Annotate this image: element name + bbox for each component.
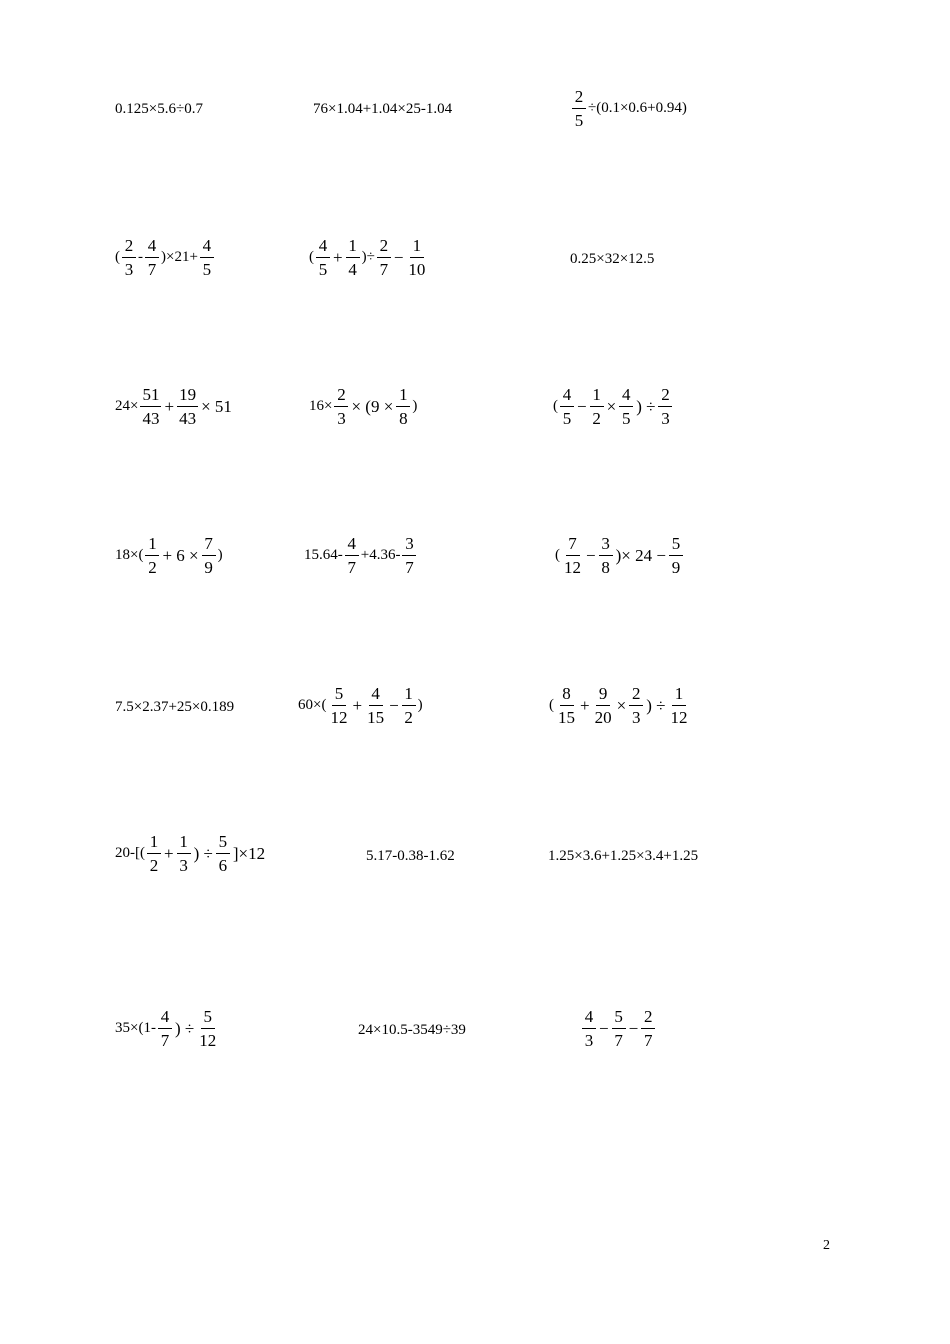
denominator: 3 — [661, 409, 670, 428]
denominator: 2 — [148, 558, 157, 577]
operator: + — [333, 248, 343, 267]
fraction — [316, 237, 330, 278]
numerator: 5 — [201, 1008, 215, 1029]
numerator: 2 — [377, 237, 391, 258]
numerator: 4 — [619, 386, 633, 407]
fraction — [572, 88, 586, 129]
expression-text: ) — [417, 697, 423, 713]
fraction — [612, 1008, 626, 1049]
problem-1 — [115, 102, 203, 117]
expression-text: ( — [549, 697, 554, 713]
denominator: 20 — [594, 708, 612, 727]
denominator: 9 — [671, 558, 681, 577]
problem-12 — [555, 535, 685, 576]
numerator: 1 — [147, 833, 161, 854]
fraction — [346, 237, 360, 278]
problem-14 — [298, 685, 423, 726]
numerator: 5 — [612, 1008, 626, 1029]
problem-20 — [358, 1023, 466, 1038]
fraction — [402, 535, 416, 576]
denominator: 12 — [670, 708, 688, 727]
operator: ) ÷ — [193, 844, 213, 863]
fraction — [145, 237, 159, 278]
expression-text: 76×1.04+1.04×25-1.04 — [313, 101, 453, 117]
expression-text: ) — [217, 547, 223, 563]
operator: − — [586, 546, 596, 565]
denominator: 2 — [404, 708, 413, 727]
fraction — [396, 386, 410, 427]
fraction — [562, 535, 583, 576]
operator: × — [606, 397, 617, 416]
problem-17 — [366, 849, 455, 864]
denominator: 8 — [399, 409, 408, 428]
numerator: 4 — [158, 1008, 172, 1029]
numerator: 19 — [177, 386, 198, 407]
expression-text: 18×( — [115, 547, 144, 563]
fraction — [147, 833, 161, 874]
numerator: 51 — [140, 386, 161, 407]
operator: − — [599, 1019, 609, 1038]
problem-21 — [580, 1008, 657, 1049]
numerator: 1 — [410, 237, 424, 258]
expression-text: 24× — [115, 398, 139, 414]
denominator: 8 — [601, 558, 610, 577]
expression-text: )÷ — [361, 249, 375, 265]
denominator: 7 — [160, 1031, 170, 1050]
denominator: 3 — [584, 1031, 594, 1050]
numerator: 1 — [145, 535, 159, 556]
denominator: 7 — [614, 1031, 623, 1050]
numerator: 5 — [332, 685, 346, 706]
numerator: 9 — [596, 685, 610, 706]
numerator: 2 — [334, 386, 348, 407]
operator: − — [628, 1019, 639, 1038]
fraction — [629, 685, 643, 726]
problem-2 — [313, 102, 452, 117]
expression-text: ( — [553, 398, 558, 414]
denominator: 3 — [631, 708, 641, 727]
denominator: 2 — [149, 856, 159, 875]
expression-text: 16× — [309, 398, 333, 414]
numerator: 1 — [177, 833, 191, 854]
denominator: 7 — [147, 260, 157, 279]
problem-5 — [309, 237, 429, 278]
fraction — [590, 386, 604, 427]
problem-9 — [553, 386, 674, 427]
problem-6 — [570, 252, 654, 267]
fraction — [669, 535, 683, 576]
expression-text: )×21+ — [161, 249, 198, 265]
denominator: 43 — [179, 409, 197, 428]
expression-text: ) — [412, 398, 418, 414]
fraction — [556, 685, 577, 726]
problem-3 — [570, 88, 687, 129]
expression-text: 1.25×3.6+1.25×3.4+1.25 — [548, 848, 699, 864]
operator: × 51 — [201, 397, 232, 416]
denominator: 12 — [564, 558, 581, 577]
denominator: 43 — [142, 409, 160, 428]
denominator: 2 — [592, 409, 601, 428]
fraction — [658, 386, 672, 427]
operator: + — [164, 397, 175, 416]
denominator: 3 — [124, 260, 134, 279]
fraction — [328, 685, 349, 726]
expression-text: 35×(1- — [115, 1020, 156, 1036]
expression-text: - — [138, 249, 143, 265]
numerator: 4 — [369, 685, 383, 706]
expression-text: ÷(0.1×0.6+0.94) — [588, 100, 687, 116]
denominator: 4 — [348, 260, 357, 279]
denominator: 5 — [621, 409, 631, 428]
expression-text: +4.36- — [360, 547, 401, 563]
operator: ) ÷ — [636, 397, 656, 416]
fraction — [560, 386, 574, 427]
problem-18 — [548, 849, 698, 864]
expression-text: 20-[( — [115, 845, 145, 861]
denominator: 9 — [204, 558, 213, 577]
denominator: 12 — [199, 1031, 217, 1050]
fraction — [377, 237, 391, 278]
numerator: 4 — [200, 237, 214, 258]
denominator: 15 — [558, 708, 575, 727]
numerator: 3 — [599, 535, 613, 556]
fraction — [668, 685, 689, 726]
expression-text: ( — [309, 249, 314, 265]
denominator: 7 — [347, 558, 356, 577]
numerator: 3 — [402, 535, 416, 556]
problem-19 — [115, 1008, 220, 1049]
operator: + — [580, 696, 590, 715]
numerator: 4 — [582, 1008, 596, 1029]
expression-text: 60×( — [298, 697, 327, 713]
denominator: 5 — [562, 409, 572, 428]
denominator: 7 — [405, 558, 414, 577]
operator: × — [616, 696, 627, 715]
fraction — [177, 833, 191, 874]
denominator: 3 — [337, 409, 346, 428]
fraction — [593, 685, 614, 726]
operator: − — [393, 248, 404, 267]
numerator: 4 — [560, 386, 574, 407]
fraction — [582, 1008, 596, 1049]
problem-11 — [304, 535, 418, 576]
expression-text: 0.125×5.6÷0.7 — [115, 101, 203, 117]
expression-text: 15.64- — [304, 547, 343, 563]
problem-4 — [115, 237, 216, 278]
expression-text: 7.5×2.37+25×0.189 — [115, 699, 235, 715]
expression-text: 0.25×32×12.5 — [570, 251, 655, 267]
fraction — [140, 386, 161, 427]
numerator: 2 — [572, 88, 586, 109]
problem-10 — [115, 535, 223, 576]
numerator: 2 — [629, 685, 643, 706]
numerator: 7 — [202, 535, 216, 556]
fraction — [202, 535, 216, 576]
numerator: 1 — [672, 685, 686, 706]
fraction — [216, 833, 230, 874]
denominator: 6 — [218, 856, 228, 875]
fraction — [197, 1008, 218, 1049]
numerator: 4 — [316, 237, 330, 258]
page-number: 2 — [823, 1238, 830, 1253]
numerator: 4 — [345, 535, 359, 556]
operator: + — [352, 696, 363, 715]
fraction — [345, 535, 359, 576]
operator: ) ÷ — [646, 696, 666, 715]
problem-15 — [549, 685, 691, 726]
numerator: 5 — [216, 833, 230, 854]
operator: ]×12 — [232, 844, 266, 863]
fraction — [177, 386, 198, 427]
denominator: 15 — [367, 708, 385, 727]
expression-text: 24×10.5-3549÷39 — [358, 1022, 466, 1038]
fraction — [122, 237, 136, 278]
numerator: 5 — [669, 535, 683, 556]
numerator: 1 — [346, 237, 360, 258]
denominator: 5 — [202, 260, 212, 279]
operator: × (9 × — [351, 397, 394, 416]
fraction — [145, 535, 159, 576]
denominator: 7 — [643, 1031, 653, 1050]
problem-13 — [115, 700, 234, 715]
operator: − — [389, 696, 399, 715]
operator: + — [164, 844, 174, 863]
problem-8 — [309, 386, 417, 427]
numerator: 2 — [641, 1008, 655, 1029]
fraction — [365, 685, 386, 726]
denominator: 10 — [408, 260, 426, 279]
numerator: 1 — [396, 386, 410, 407]
numerator: 1 — [402, 685, 416, 706]
fraction — [619, 386, 633, 427]
expression-text: 5.17-0.38-1.62 — [366, 848, 455, 864]
operator: ) ÷ — [174, 1019, 195, 1038]
numerator: 2 — [658, 386, 672, 407]
fraction — [406, 237, 427, 278]
problem-7 — [115, 386, 233, 427]
denominator: 5 — [574, 111, 584, 130]
fraction — [641, 1008, 655, 1049]
numerator: 7 — [566, 535, 580, 556]
fraction — [599, 535, 613, 576]
fraction — [334, 386, 348, 427]
problem-16 — [115, 833, 266, 874]
denominator: 7 — [379, 260, 389, 279]
fraction — [200, 237, 214, 278]
fraction — [158, 1008, 172, 1049]
denominator: 3 — [179, 856, 188, 875]
expression-text: ( — [555, 547, 560, 563]
expression-text: ( — [115, 249, 120, 265]
denominator: 5 — [318, 260, 328, 279]
operator: + 6 × — [162, 546, 199, 565]
denominator: 12 — [330, 708, 348, 727]
numerator: 2 — [122, 237, 136, 258]
numerator: 4 — [145, 237, 159, 258]
numerator: 1 — [590, 386, 604, 407]
numerator: 8 — [560, 685, 574, 706]
operator: − — [577, 397, 587, 416]
operator: )× 24 − — [615, 546, 666, 565]
fraction — [402, 685, 416, 726]
